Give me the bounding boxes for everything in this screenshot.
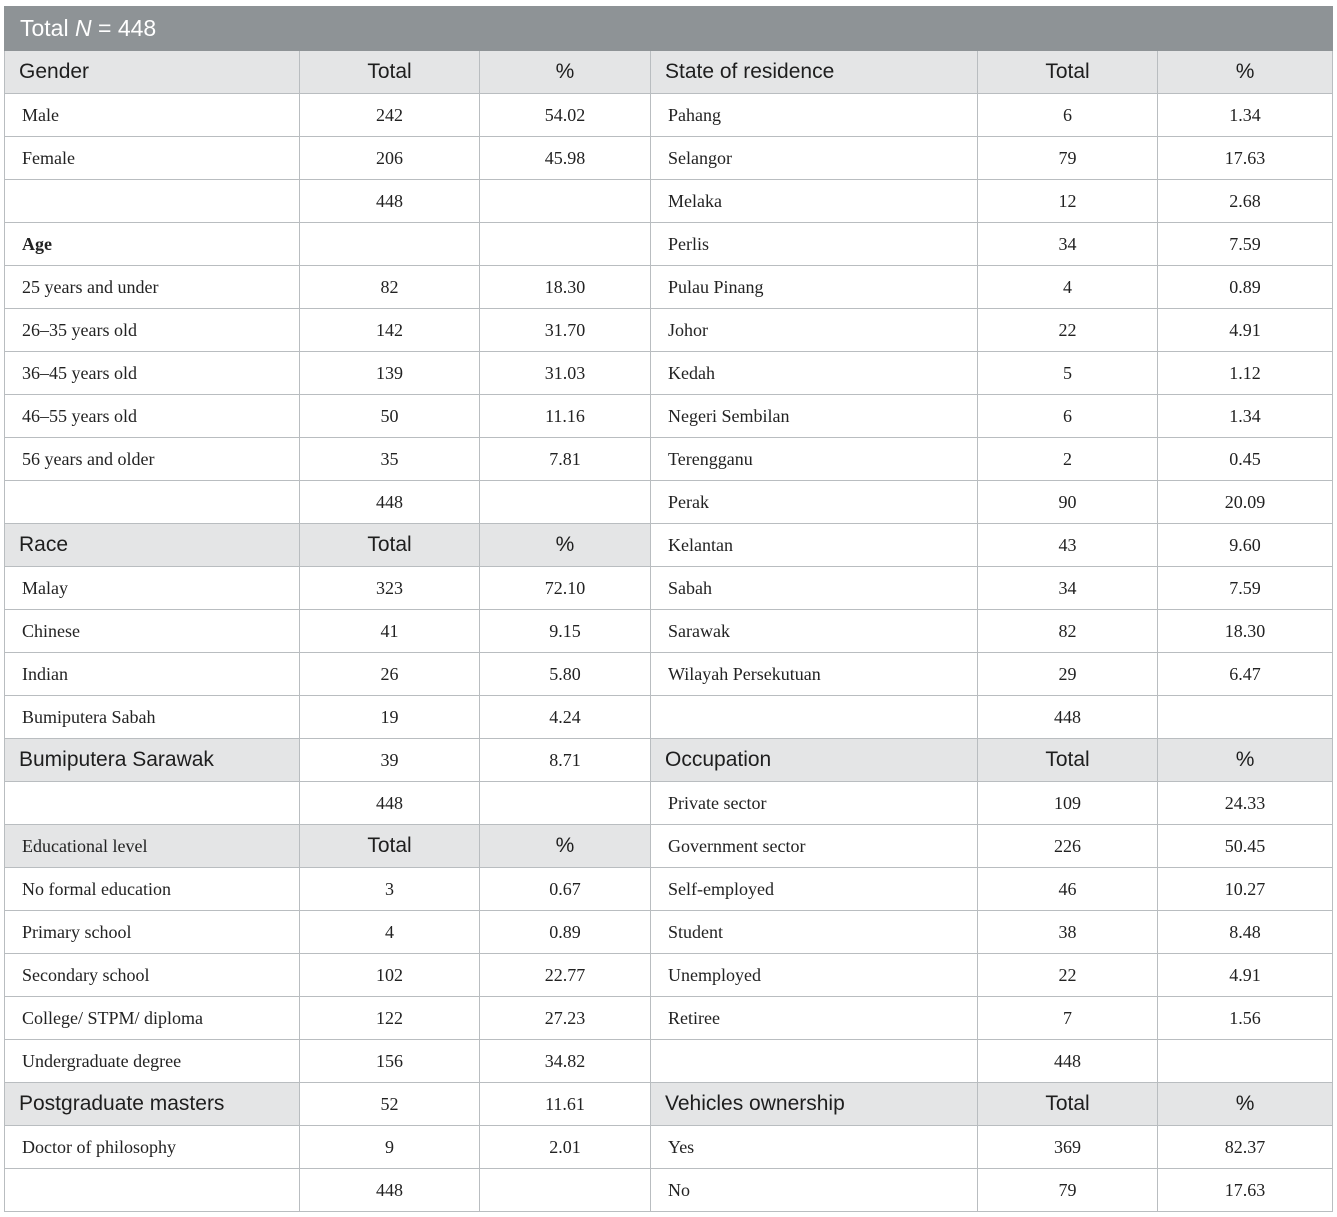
right-row-total: 5 [978, 352, 1158, 395]
right-row-label: Melaka [651, 180, 978, 223]
left-row-pct [480, 1169, 651, 1212]
left-empty-cell [480, 223, 651, 266]
left-row-total: 448 [300, 180, 480, 223]
right-row-label: Kelantan [651, 524, 978, 567]
left-row-pct: 0.89 [480, 911, 651, 954]
left-row-total: 9 [300, 1126, 480, 1169]
right-row-total: 34 [978, 567, 1158, 610]
table-title [5, 7, 300, 51]
left-row-pct: 72.10 [480, 567, 651, 610]
right-row-pct: 1.34 [1158, 395, 1333, 438]
right-row-label: Unemployed [651, 954, 978, 997]
state-header: State of residence [651, 51, 978, 94]
left-row-label [5, 180, 300, 223]
right-row-pct: 9.60 [1158, 524, 1333, 567]
left-row-total: 50 [300, 395, 480, 438]
table-row [5, 739, 1333, 782]
left-row-pct: 31.70 [480, 309, 651, 352]
table-row [5, 481, 1333, 524]
gender-header: Gender [5, 51, 300, 94]
right-row-total: 22 [978, 309, 1158, 352]
left-row-label [5, 782, 300, 825]
left-row-pct: 4.24 [480, 696, 651, 739]
right-row-pct: 7.59 [1158, 223, 1333, 266]
left-row-total: 4 [300, 911, 480, 954]
right-row-total: 448 [978, 696, 1158, 739]
right-row-total: 2 [978, 438, 1158, 481]
right-row-label: Student [651, 911, 978, 954]
left-row-label: Primary school [5, 911, 300, 954]
left-row-label: Secondary school [5, 954, 300, 997]
title-suffix: = 448 [91, 15, 157, 41]
left-row-label: Female [5, 137, 300, 180]
right-row-total: 79 [978, 137, 1158, 180]
right-row-total: 6 [978, 94, 1158, 137]
header-row [5, 51, 1333, 94]
left-row-pct [480, 782, 651, 825]
right-row-label: Yes [651, 1126, 978, 1169]
left-row-label: 36–45 years old [5, 352, 300, 395]
right-row-total: 6 [978, 395, 1158, 438]
occupation-total-header: Total [978, 739, 1158, 782]
left-row-label: Indian [5, 653, 300, 696]
right-row-pct: 8.48 [1158, 911, 1333, 954]
title-prefix: Total [20, 15, 75, 41]
left-empty-cell [300, 223, 480, 266]
right-row-total: 82 [978, 610, 1158, 653]
left-row-total: 448 [300, 1169, 480, 1212]
race-header: Race [5, 524, 300, 567]
right-row-pct: 82.37 [1158, 1126, 1333, 1169]
right-row-total: 7 [978, 997, 1158, 1040]
right-row-total: 34 [978, 223, 1158, 266]
right-row-label: Government sector [651, 825, 978, 868]
table-row [5, 94, 1333, 137]
education-header: Educational level [5, 825, 300, 868]
vehicles-header: Vehicles ownership [651, 1083, 978, 1126]
left-row-label: 26–35 years old [5, 309, 300, 352]
right-row-label: Sarawak [651, 610, 978, 653]
left-row-total: 156 [300, 1040, 480, 1083]
left-row-pct: 45.98 [480, 137, 651, 180]
table-row [5, 223, 1333, 266]
left-row-total: 39 [300, 739, 480, 782]
left-row-label: Postgraduate masters [5, 1083, 300, 1126]
left-row-total: 52 [300, 1083, 480, 1126]
left-row-label: Male [5, 94, 300, 137]
right-row-label: Retiree [651, 997, 978, 1040]
right-row-label: Kedah [651, 352, 978, 395]
right-row-pct: 2.68 [1158, 180, 1333, 223]
race-pct-header: % [480, 524, 651, 567]
right-row-label: Selangor [651, 137, 978, 180]
table-row [5, 782, 1333, 825]
right-row-pct: 18.30 [1158, 610, 1333, 653]
right-row-label [651, 696, 978, 739]
vehicles-total-header: Total [978, 1083, 1158, 1126]
right-row-pct: 4.91 [1158, 309, 1333, 352]
age-header: Age [5, 223, 300, 266]
left-row-pct: 34.82 [480, 1040, 651, 1083]
right-row-total: 4 [978, 266, 1158, 309]
right-row-total: 12 [978, 180, 1158, 223]
left-row-pct: 2.01 [480, 1126, 651, 1169]
right-row-pct: 10.27 [1158, 868, 1333, 911]
right-row-total: 90 [978, 481, 1158, 524]
left-row-pct: 18.30 [480, 266, 651, 309]
left-row-label: Bumiputera Sarawak [5, 739, 300, 782]
left-row-total: 41 [300, 610, 480, 653]
right-row-total: 448 [978, 1040, 1158, 1083]
right-row-label: Sabah [651, 567, 978, 610]
table-row [5, 997, 1333, 1040]
table-row [5, 653, 1333, 696]
state-pct-header: % [1158, 51, 1333, 94]
table-row [5, 610, 1333, 653]
right-row-total: 109 [978, 782, 1158, 825]
education-pct-header: % [480, 825, 651, 868]
gender-pct-header: % [480, 51, 651, 94]
left-row-pct: 7.81 [480, 438, 651, 481]
left-row-label [5, 1169, 300, 1212]
right-row-pct: 50.45 [1158, 825, 1333, 868]
occupation-header: Occupation [651, 739, 978, 782]
left-row-total: 142 [300, 309, 480, 352]
left-row-total: 82 [300, 266, 480, 309]
right-row-pct: 0.89 [1158, 266, 1333, 309]
left-row-label: 56 years and older [5, 438, 300, 481]
right-row-pct: 7.59 [1158, 567, 1333, 610]
left-row-total: 448 [300, 481, 480, 524]
right-row-total: 43 [978, 524, 1158, 567]
right-row-label: Terengganu [651, 438, 978, 481]
right-row-pct: 1.12 [1158, 352, 1333, 395]
left-row-pct [480, 481, 651, 524]
left-row-label: Undergraduate degree [5, 1040, 300, 1083]
right-row-pct [1158, 696, 1333, 739]
left-row-label: Chinese [5, 610, 300, 653]
right-row-total: 38 [978, 911, 1158, 954]
table-row [5, 696, 1333, 739]
table-row [5, 825, 1333, 868]
left-row-total: 3 [300, 868, 480, 911]
right-row-label: Perlis [651, 223, 978, 266]
demographics-table [4, 6, 1333, 1212]
left-row-label: Bumiputera Sabah [5, 696, 300, 739]
right-row-pct: 17.63 [1158, 1169, 1333, 1212]
right-row-label: Perak [651, 481, 978, 524]
left-row-total: 35 [300, 438, 480, 481]
left-row-pct: 11.16 [480, 395, 651, 438]
right-row-label: Private sector [651, 782, 978, 825]
table-row [5, 1126, 1333, 1169]
left-row-pct: 0.67 [480, 868, 651, 911]
state-total-header: Total [978, 51, 1158, 94]
left-row-label: No formal education [5, 868, 300, 911]
table-row [5, 352, 1333, 395]
right-row-pct: 1.56 [1158, 997, 1333, 1040]
right-row-label: Pahang [651, 94, 978, 137]
left-row-total: 26 [300, 653, 480, 696]
table-row [5, 868, 1333, 911]
right-row-pct: 6.47 [1158, 653, 1333, 696]
right-row-label: Wilayah Persekutuan [651, 653, 978, 696]
vehicles-pct-header: % [1158, 1083, 1333, 1126]
right-row-pct: 17.63 [1158, 137, 1333, 180]
left-row-pct: 27.23 [480, 997, 651, 1040]
right-row-pct: 4.91 [1158, 954, 1333, 997]
table-row [5, 266, 1333, 309]
occupation-pct-header: % [1158, 739, 1333, 782]
table-row [5, 1040, 1333, 1083]
right-row-pct: 20.09 [1158, 481, 1333, 524]
left-row-pct: 54.02 [480, 94, 651, 137]
table-row [5, 180, 1333, 223]
left-row-pct: 31.03 [480, 352, 651, 395]
table-row [5, 395, 1333, 438]
education-total-header: Total [300, 825, 480, 868]
left-row-label: 46–55 years old [5, 395, 300, 438]
right-row-pct: 1.34 [1158, 94, 1333, 137]
table-row [5, 954, 1333, 997]
left-row-label: College/ STPM/ diploma [5, 997, 300, 1040]
title-blank [300, 7, 1333, 51]
table-row [5, 309, 1333, 352]
left-row-label: 25 years and under [5, 266, 300, 309]
right-row-total: 79 [978, 1169, 1158, 1212]
left-row-pct: 8.71 [480, 739, 651, 782]
right-row-total: 369 [978, 1126, 1158, 1169]
right-row-label: Negeri Sembilan [651, 395, 978, 438]
left-row-pct [480, 180, 651, 223]
right-row-label: Self-employed [651, 868, 978, 911]
right-row-label [651, 1040, 978, 1083]
table-row [5, 911, 1333, 954]
table-row [5, 567, 1333, 610]
title-variable: N [74, 15, 92, 41]
left-row-pct: 22.77 [480, 954, 651, 997]
right-row-total: 29 [978, 653, 1158, 696]
right-row-total: 226 [978, 825, 1158, 868]
right-row-total: 22 [978, 954, 1158, 997]
table-row [5, 1169, 1333, 1212]
gender-total-header: Total [300, 51, 480, 94]
right-row-pct: 0.45 [1158, 438, 1333, 481]
left-row-label: Doctor of philosophy [5, 1126, 300, 1169]
table-row [5, 1083, 1333, 1126]
left-row-total: 102 [300, 954, 480, 997]
left-row-total: 19 [300, 696, 480, 739]
left-row-label [5, 481, 300, 524]
left-row-pct: 11.61 [480, 1083, 651, 1126]
right-row-label: Pulau Pinang [651, 266, 978, 309]
left-row-label: Malay [5, 567, 300, 610]
left-row-total: 242 [300, 94, 480, 137]
left-row-total: 448 [300, 782, 480, 825]
table-row [5, 524, 1333, 567]
left-row-total: 323 [300, 567, 480, 610]
left-row-total: 139 [300, 352, 480, 395]
right-row-pct: 24.33 [1158, 782, 1333, 825]
left-row-total: 206 [300, 137, 480, 180]
left-row-pct: 5.80 [480, 653, 651, 696]
title-row [5, 7, 1333, 51]
right-row-pct [1158, 1040, 1333, 1083]
left-row-total: 122 [300, 997, 480, 1040]
table-row [5, 137, 1333, 180]
right-row-label: No [651, 1169, 978, 1212]
table-row [5, 438, 1333, 481]
left-row-pct: 9.15 [480, 610, 651, 653]
race-total-header: Total [300, 524, 480, 567]
right-row-label: Johor [651, 309, 978, 352]
right-row-total: 46 [978, 868, 1158, 911]
